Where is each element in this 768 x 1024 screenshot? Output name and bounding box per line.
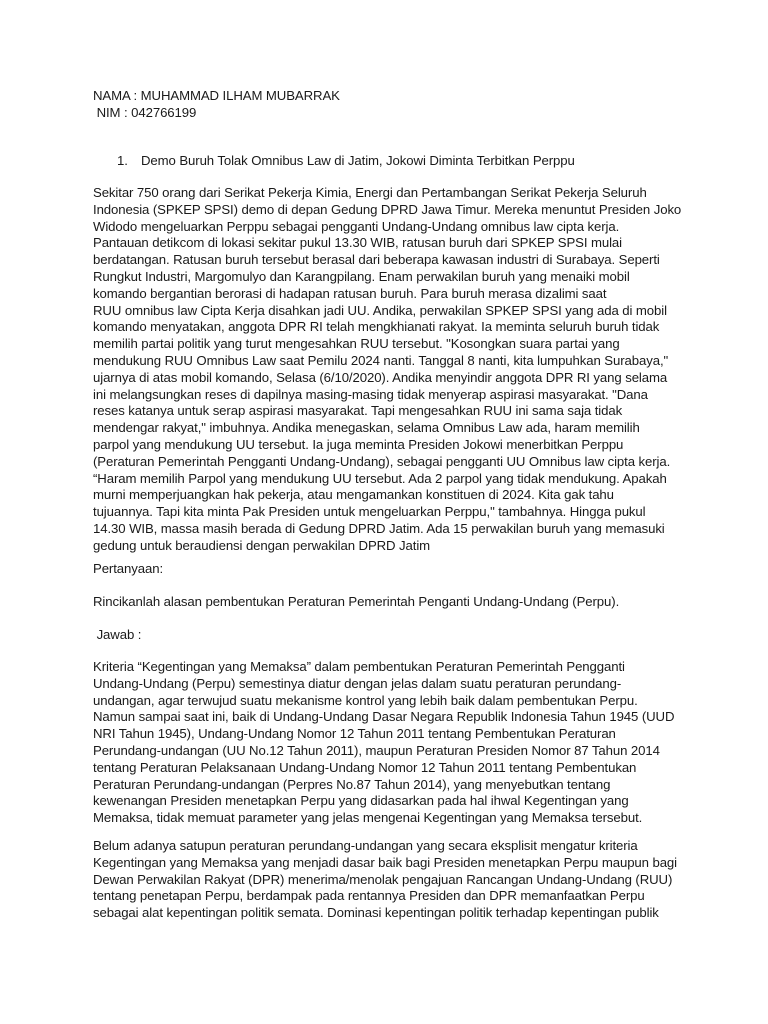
- answer-line: sebagai alat kepentingan politik semata. Dominasi kepentingan politik terhadap kepentingan publik: [93, 905, 659, 921]
- answer-line: tentang Peraturan Pelaksanaan Undang-Undang Nomor 12 Tahun 2011 tentang Pembentukan: [93, 759, 637, 775]
- article-line: gedung untuk beraudiensi dengan perwakilan DPRD Jatim: [93, 537, 431, 553]
- article-line: RUU omnibus law Cipta Kerja disahkan jadi UU. Andika, perwakilan SPKEP SPSI yang ada di mobil: [93, 302, 667, 318]
- article-line: mendukung RUU Omnibus Law saat Pemilu 2024 nanti. Tanggal 8 nanti, kita lumpuhkan Surabaya,": [93, 352, 669, 368]
- article-line: Pantauan detikcom di lokasi sekitar pukul 13.30 WIB, ratusan buruh dari SPKEP SPSI mulai: [93, 235, 622, 251]
- article-body: [93, 185, 682, 555]
- answer-line: kewenangan Presiden menetapkan Perpu yang didasarkan pada hal ihwal Kegentingan yang: [93, 793, 629, 809]
- article-line: “Haram memilih Parpol yang mendukung UU tersebut. Ada 2 parpol yang tidak mendukung. Apakah: [93, 470, 667, 486]
- article-line: Indonesia (SPKEP SPSI) demo di depan Gedung DPRD Jawa Timur. Mereka menuntut Presiden Joko: [93, 201, 682, 217]
- article-line: Sekitar 750 orang dari Serikat Pekerja Kimia, Energi dan Pertambangan Serikat Pekerja Seluruh: [93, 185, 647, 200]
- article-line: (Peraturan Pemerintah Pengganti Undang-Undang), sebagai pengganti UU Omnibus law cipta kerja.: [93, 453, 671, 469]
- item-number: 1.: [117, 153, 128, 168]
- answer-line: Kriteria “Kegentingan yang Memaksa” dalam pembentukan Peraturan Pemerintah Pengganti: [93, 659, 625, 674]
- article-line: memilih partai politik yang turut mengesahkan RUU tersebut. "Kosongkan suara partai yang: [93, 336, 620, 352]
- answer-line: Peraturan Perundang-undangan (Perpres No.87 Tahun 2014), yang menyebutkan tentang: [93, 776, 611, 792]
- article-line: murni memperjuangkan hak pekerja, atau mengamankan konstituen di 2024. Kita gak tahu: [93, 487, 614, 503]
- answer-paragraph-1: [93, 659, 678, 827]
- article-title: Demo Buruh Tolak Omnibus Law di Jatim, Jokowi Diminta Terbitkan Perppu: [141, 153, 575, 168]
- article-line: berdatangan. Ratusan buruh tersebut berasal dari beberapa kawasan industri di Surabaya. Seperti: [93, 252, 660, 268]
- article-line: ujarnya di atas mobil komando, Selasa (6/10/2020). Andika menyindir anggota DPR RI yang selama: [93, 369, 668, 385]
- question-label: Pertanyaan:: [93, 561, 164, 576]
- answer-line: Perundang-undangan (UU No.12 Tahun 2011), maupun Peraturan Presiden Nomor 87 Tahun 2014: [93, 742, 660, 758]
- article-line: tujuannya. Tapi kita minta Pak Presiden untuk mengeluarkan Perppu," tambahnya. Hingga pukul: [93, 504, 646, 520]
- article-line: Rungkut Industri, Margomulyo dan Karangpilang. Enam perwakilan buruh yang menaiki mobil: [93, 268, 630, 284]
- student-nim: NIM : 042766199: [93, 105, 197, 120]
- answer-label: Jawab :: [93, 627, 142, 642]
- answer-line: Dewan Perwakilan Rakyat (DPR) menerima/menolak pengajuan Rancangan Undang-Undang (RUU): [93, 871, 673, 887]
- answer-line: Namun sampai saat ini, baik di Undang-Undang Dasar Negara Republik Indonesia Tahun 1945 (UUD: [93, 709, 675, 725]
- article-line: 14.30 WIB, massa masih berada di Gedung DPRD Jatim. Ada 15 perwakilan buruh yang memasuki: [93, 520, 665, 536]
- answer-line: Belum adanya satupun peraturan perundang-undangan yang secara eksplisit mengatur kriteria: [93, 838, 638, 853]
- answer-paragraph-2: [93, 838, 678, 922]
- article-line: ini melangsungkan reses di dapilnya masing-masing tidak menyerap aspirasi masyarakat. "Dana: [93, 386, 648, 402]
- answer-line: Memaksa, tidak memuat parameter yang jelas mengenai Kegentingan yang Memaksa tersebut.: [93, 810, 643, 826]
- article-line: reses katanya untuk serap aspirasi masyarakat. Tapi mengesahkan RUU ini sama saja tidak: [93, 403, 623, 419]
- answer-line: undangan, agar terwujud suatu mekanisme kontrol yang lebih baik dalam pembentukan Perpu.: [93, 692, 638, 708]
- article-line: parpol yang mendukung UU tersebut. Ia juga meminta Presiden Jokowi menerbitkan Perppu: [93, 436, 624, 452]
- answer-line: NRI Tahun 1945), Undang-Undang Nomor 12 Tahun 2011 tentang Pembentukan Peraturan: [93, 726, 616, 742]
- student-name: NAMA : MUHAMMAD ILHAM MUBARRAK: [93, 88, 340, 103]
- answer-line: tentang penetapan Perpu, berdampak pada rentannya Presiden dan DPR memanfaatkan Perpu: [93, 888, 645, 904]
- answer-line: Undang-Undang (Perpu) semestinya diatur dengan jelas dalam suatu peraturan perundang-: [93, 675, 622, 691]
- article-line: komando bergantian berorasi di hadapan ratusan buruh. Para buruh merasa dizalimi saat: [93, 285, 607, 301]
- question-text: Rincikanlah alasan pembentukan Peraturan Pemerintah Penganti Undang-Undang (Perpu).: [93, 594, 620, 609]
- article-line: komando menyatakan, anggota DPR RI telah mengkhianati rakyat. Ia meminta seluruh buruh tidak: [93, 319, 660, 335]
- article-line: Widodo mengeluarkan Perppu sebagai pengganti Undang-Undang omnibus law cipta kerja.: [93, 218, 620, 234]
- article-line: mendengar rakyat," imbuhnya. Andika menegaskan, selama Omnibus Law ada, haram memilih: [93, 420, 640, 436]
- answer-line: Kegentingan yang Memaksa yang menjadi dasar baik bagi Presiden menetapkan Perpu maupun bagi: [93, 854, 677, 870]
